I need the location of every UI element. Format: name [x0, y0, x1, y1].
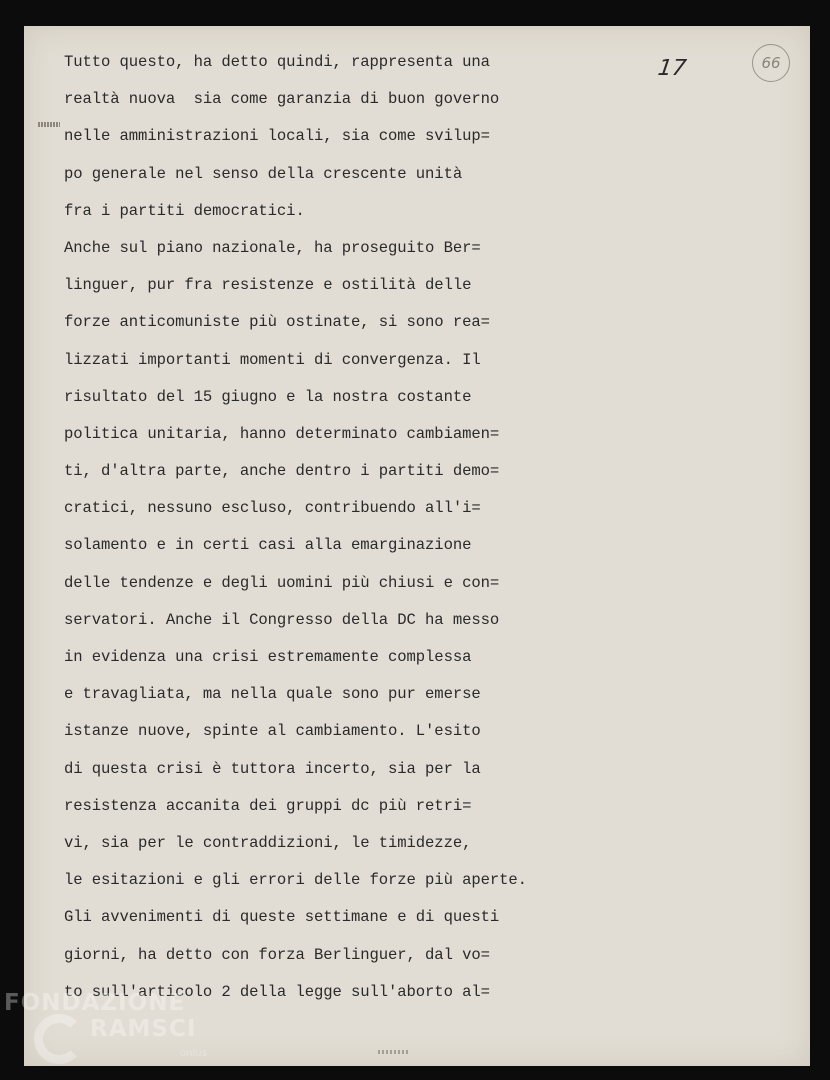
- typewritten-page: [24, 26, 810, 1066]
- text-line: resistenza accanita dei gruppi dc più retri=: [64, 796, 472, 815]
- text-line: lizzati importanti momenti di convergenza. Il: [64, 350, 481, 369]
- watermark-line1: FONDAZIONE: [4, 990, 186, 1016]
- handwritten-page-number: 17: [656, 56, 688, 81]
- margin-ink-mark: [38, 122, 60, 127]
- text-line: vi, sia per le contraddizioni, le timidezze,: [64, 833, 472, 852]
- watermark-subtitle: onlus: [180, 1048, 207, 1059]
- text-line: linguer, pur fra resistenze e ostilità delle: [64, 276, 472, 295]
- text-line: Gli avvenimenti di queste settimane e di questi: [64, 908, 500, 927]
- text-line: risultato del 15 giugno e la nostra costante: [64, 387, 472, 406]
- text-line: solamento e in certi casi alla emarginazione: [64, 536, 472, 555]
- text-line: to sull'articolo 2 della legge sull'aborto al=: [64, 982, 490, 1001]
- circled-archive-number: [752, 44, 790, 82]
- text-line: giorni, ha detto con forza Berlinguer, dal vo=: [64, 945, 490, 964]
- text-line: in evidenza una crisi estremamente complessa: [64, 648, 472, 666]
- text-line: servatori. Anche il Congresso della DC ha messo: [64, 610, 500, 629]
- text-line: po generale nel senso della crescente unità: [64, 164, 463, 183]
- text-line: nelle amministrazioni locali, sia come svilup=: [64, 127, 490, 146]
- text-line: Anche sul piano nazionale, ha proseguito Ber=: [64, 238, 481, 257]
- text-line: cratici, nessuno escluso, contribuendo all'i=: [64, 499, 481, 518]
- bottom-ink-mark: [378, 1050, 408, 1054]
- typed-text-body: [64, 50, 584, 1017]
- watermark-line2: RAMSCI: [90, 1016, 197, 1042]
- text-line: ti, d'altra parte, anche dentro i partiti demo=: [64, 462, 500, 481]
- text-line: fra i partiti democratici.: [64, 201, 305, 220]
- text-line: di questa crisi è tuttora incerto, sia per la: [64, 759, 481, 778]
- text-line: e travagliata, ma nella quale sono pur emerse: [64, 685, 481, 704]
- text-line: forze anticomuniste più ostinate, si sono rea=: [64, 313, 490, 332]
- text-line: Tutto questo, ha detto quindi, rappresenta una: [64, 53, 490, 71]
- text-line: realtà nuova sia come garanzia di buon governo: [64, 90, 500, 109]
- text-line: delle tendenze e degli uomini più chiusi e con=: [64, 573, 500, 592]
- text-line: politica unitaria, hanno determinato cambiamen=: [64, 424, 500, 443]
- text-line: le esitazioni e gli errori delle forze più aperte.: [64, 871, 527, 890]
- text-line: istanze nuove, spinte al cambiamento. L'esito: [64, 722, 481, 741]
- archive-number-text: 66: [761, 54, 781, 72]
